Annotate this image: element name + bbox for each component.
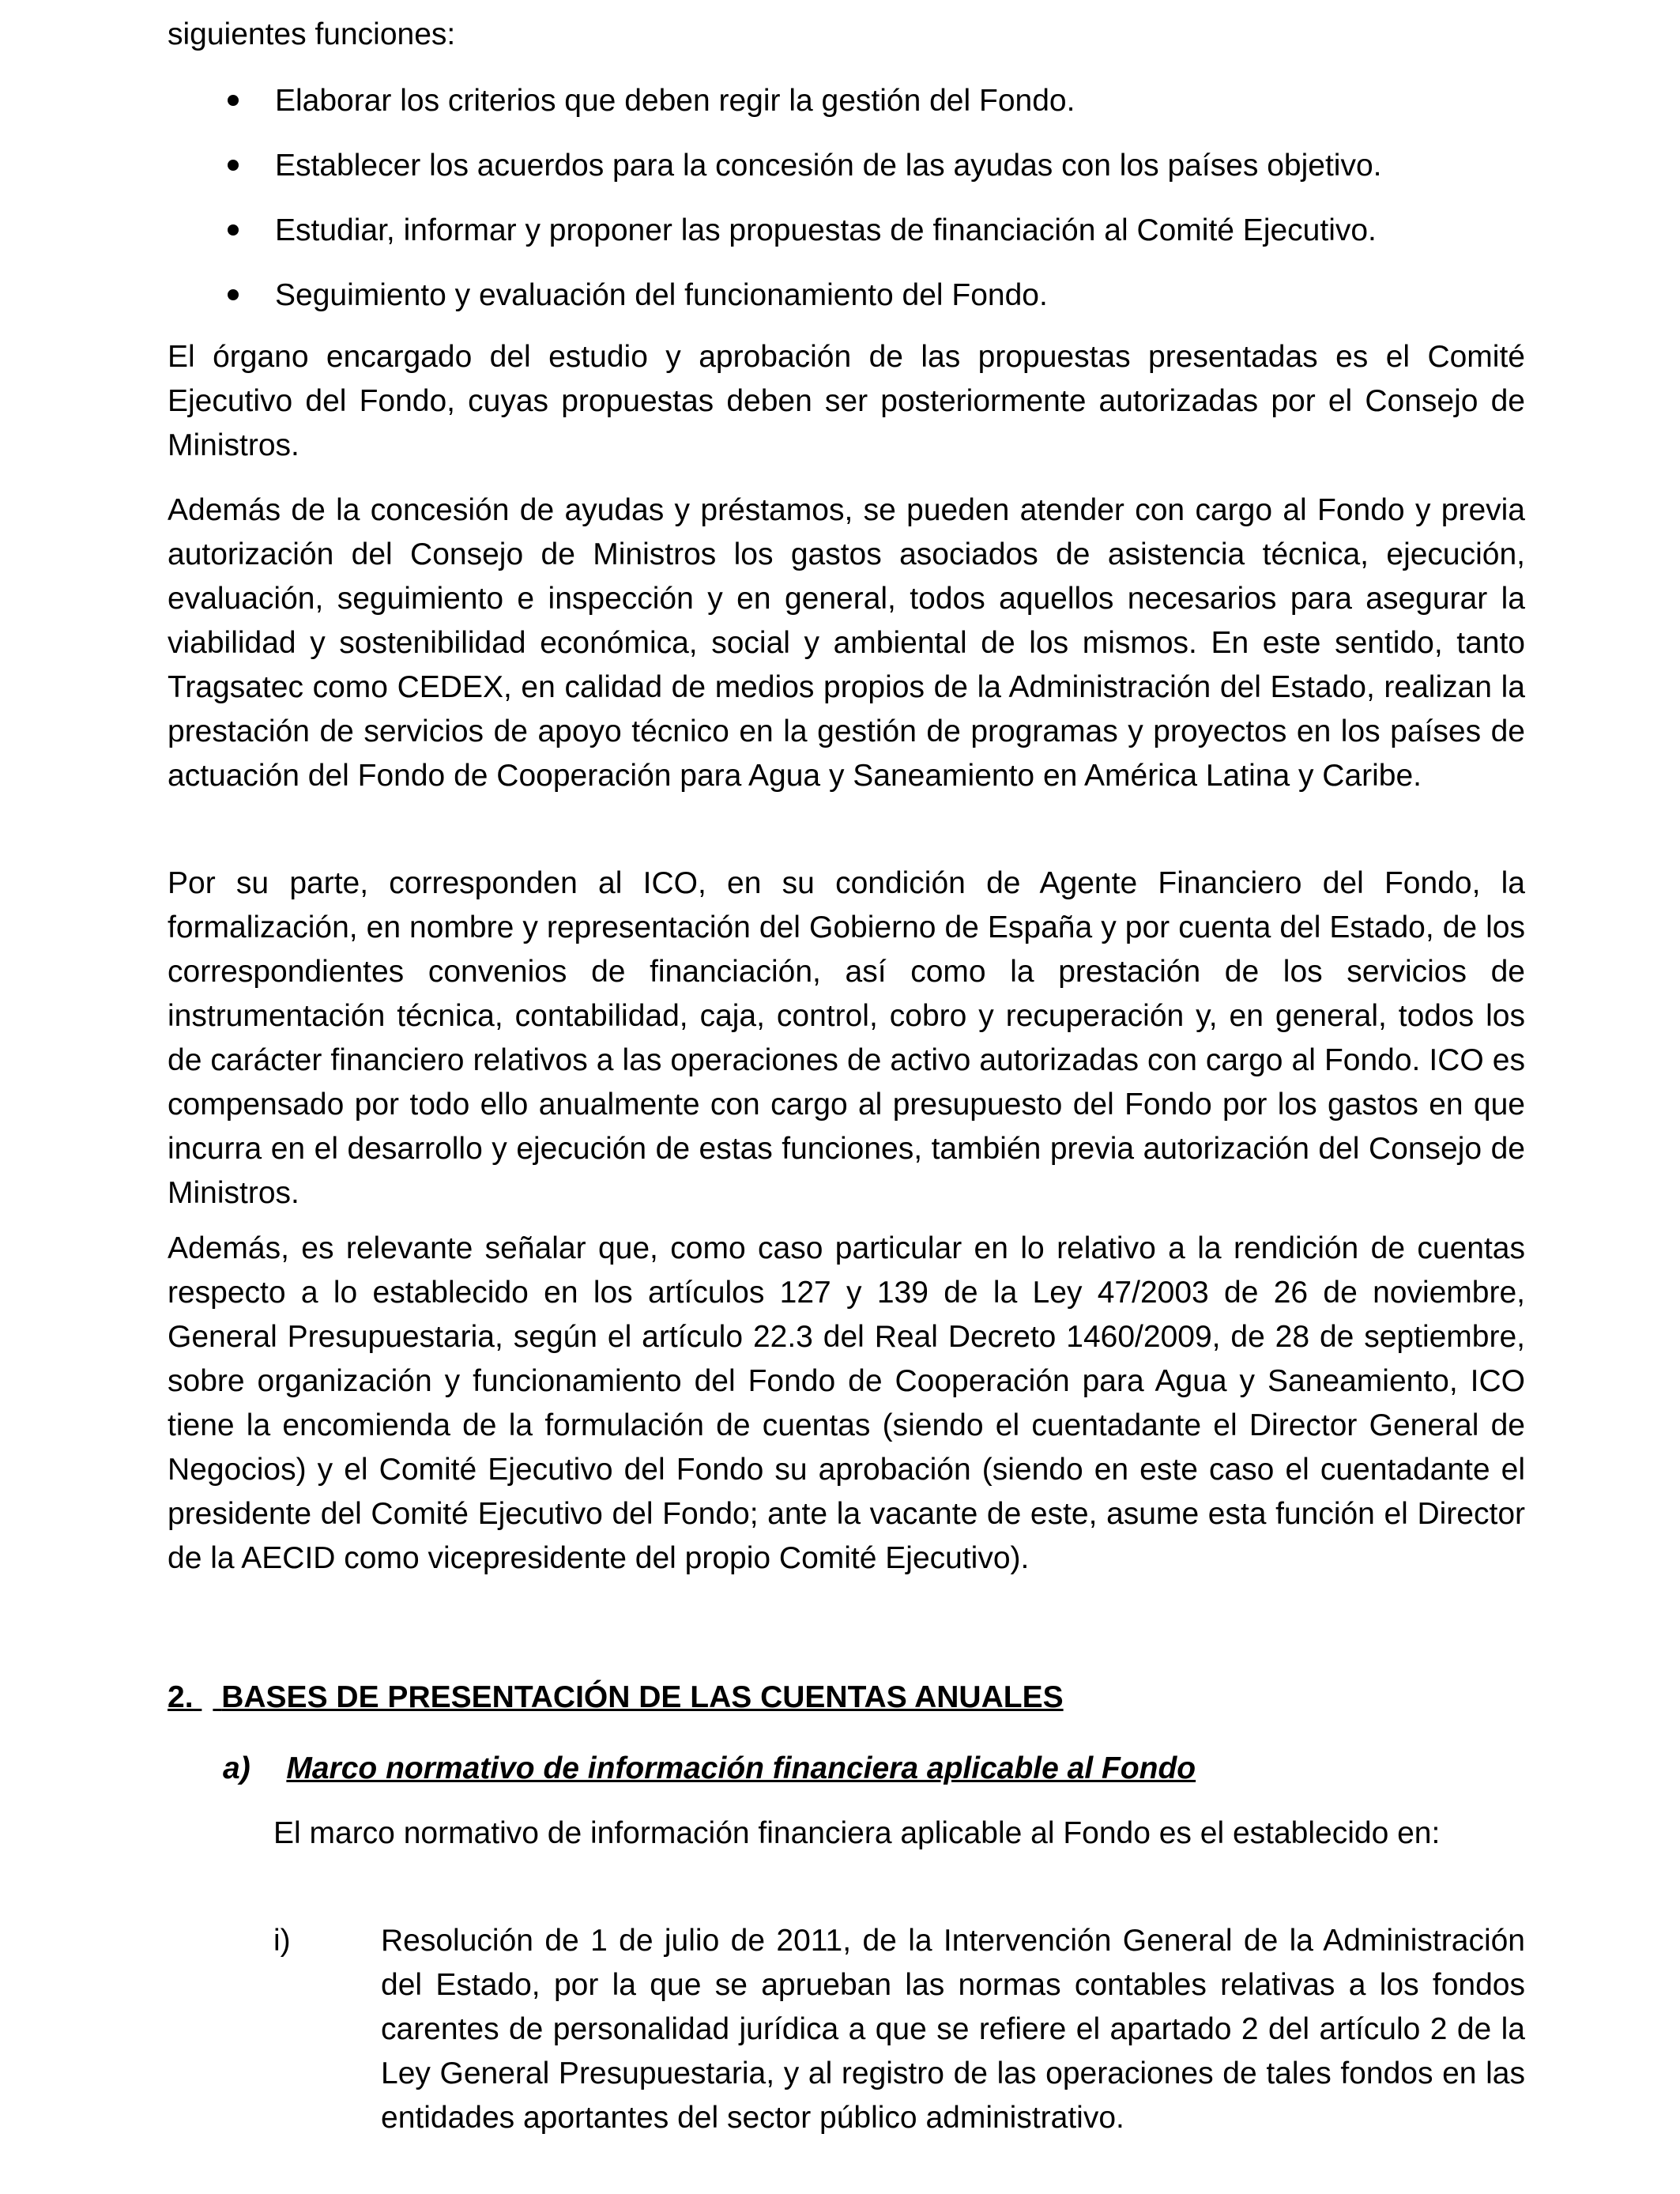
section-title: BASES DE PRESENTACIÓN DE LAS CUENTAS ANUALES — [221, 1680, 1064, 1714]
bullet-icon — [228, 160, 239, 171]
list-item — [168, 144, 1525, 188]
list-item — [168, 273, 1525, 318]
bullet-icon — [228, 95, 239, 106]
paragraph-rendicion: Además, es relevante señalar que, como caso particular en lo relativo a la rendición de cuentas respecto a lo establecido en los artículos 127 y 139 de la Ley 47/2003 de 26 de noviembre, General Presupuestaria, según el artículo 22.3 del Real Decreto 1460/2009, de 28 de septiembre, sobre organización y funcionamiento del Fondo de Cooperación para Agua y Saneamiento, ICO tiene la encomienda de la formulación de cuentas (siendo el cuentadante el Director General de Negocios) y el Comité Ejecutivo del Fondo su aprobación (siendo en este caso el cuentadante el presidente del Comité Ejecutivo del Fondo; ante la vacante de este, asume esta función el Director de la AECID como vicepresidente del propio Comité Ejecutivo). — [168, 1231, 1525, 1575]
subsection-marker: a) — [223, 1751, 250, 1785]
section-number: 2. — [168, 1680, 194, 1714]
intro-fragment: siguientes funciones: — [168, 17, 456, 51]
section-heading — [168, 1676, 1525, 1720]
subsection-intro: El marco normativo de información financiera aplicable al Fondo es el establecido en: — [273, 1816, 1441, 1850]
list-item — [168, 209, 1525, 253]
list-item-text: Elaborar los criterios que deben regir la gestión del Fondo. — [275, 84, 1075, 118]
functions-list — [168, 79, 1525, 338]
item-marker: i) — [273, 1924, 291, 1958]
paragraph-comite: El órgano encargado del estudio y aprobación de las propuestas presentadas es el Comité Ejecutivo del Fondo, cuyas propuestas deben ser posteriormente autorizadas por el Consejo de Ministros. — [168, 340, 1525, 462]
item-text: Resolución de 1 de julio de 2011, de la Intervención General de la Administración del Estado, por la que se aprueban las normas contables relativas a los fondos carentes de personalidad jurídica a que se refiere el apartado 2 del artículo 2 de la Ley General Presupuestaria, y al registro de las operaciones de tales fondos en las entidades aportantes del sector público administrativo. — [381, 1924, 1525, 2135]
list-item-text: Estudiar, informar y proponer las propuestas de financiación al Comité Ejecutivo. — [275, 213, 1377, 247]
subsection-heading — [223, 1747, 1527, 1791]
list-item-text: Establecer los acuerdos para la concesión de las ayudas con los países objetivo. — [275, 149, 1382, 183]
paragraph-ayudas: Además de la concesión de ayudas y préstamos, se pueden atender con cargo al Fondo y previa autorización del Consejo de Ministros los gastos asociados de asistencia técnica, ejecución, evaluación, seguimiento e inspección y en general, todos aquellos necesarios para asegurar la viabilidad y sostenibilidad económica, social y ambiental de los mismos. En este sentido, tanto Tragsatec como CEDEX, en calidad de medios propios de la Administración del Estado, realizan la prestación de servicios de apoyo técnico en la gestión de programas y proyectos en los países de actuación del Fondo de Cooperación para Agua y Saneamiento en América Latina y Caribe. — [168, 493, 1525, 793]
bullet-icon — [228, 289, 239, 300]
subsection-title: Marco normativo de información financiera aplicable al Fondo — [286, 1751, 1196, 1785]
list-item — [168, 79, 1525, 123]
list-item-text: Seguimiento y evaluación del funcionamiento del Fondo. — [275, 278, 1048, 312]
paragraph-ico: Por su parte, corresponden al ICO, en su condición de Agente Financiero del Fondo, la formalización, en nombre y representación del Gobierno de España y por cuenta del Estado, de los correspondientes convenios de financiación, así como la prestación de los servicios de instrumentación técnica, contabilidad, caja, control, cobro y recuperación y, en general, todos los de carácter financiero relativos a las operaciones de activo autorizadas con cargo al Fondo. ICO es compensado por todo ello anualmente con cargo al presupuesto del Fondo por los gastos en que incurra en el desarrollo y ejecución de estas funciones, también previa autorización del Consejo de Ministros. — [168, 866, 1525, 1210]
bullet-icon — [228, 224, 239, 236]
